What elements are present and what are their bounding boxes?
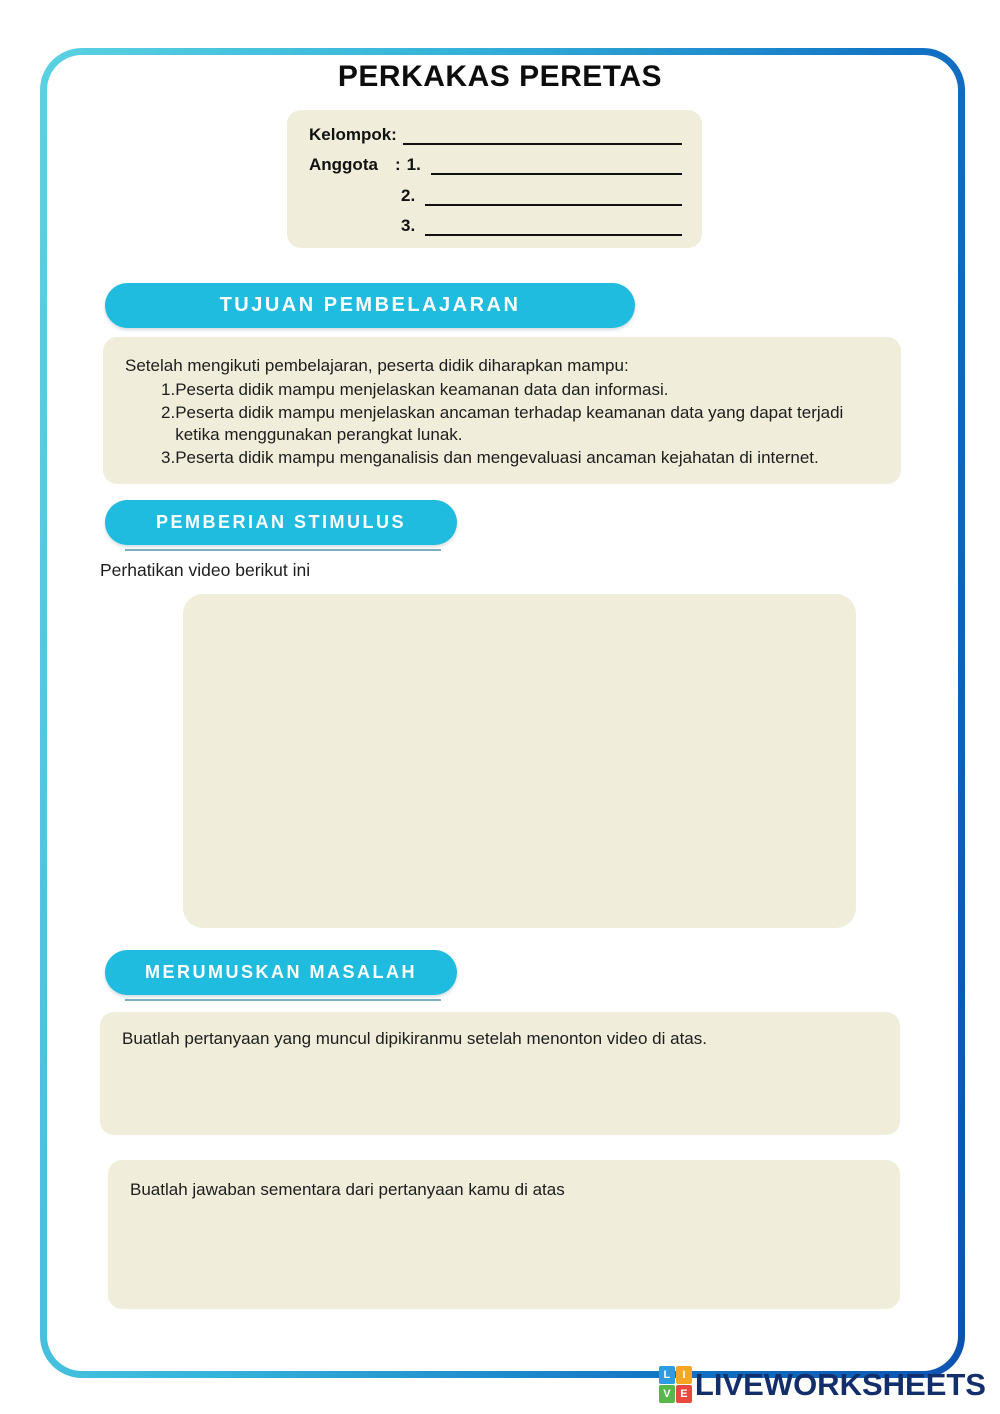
anggota-row-3: [309, 216, 682, 236]
hypothesis-answer-area[interactable]: [108, 1160, 900, 1309]
page-title: PERKAKAS PERETAS: [337, 60, 663, 93]
kelompok-row: [309, 125, 682, 145]
member-write-line-2[interactable]: [425, 187, 682, 206]
tujuan-intro: Setelah mengikuti pembelajaran, peserta didik diharapkan mampu:: [125, 356, 629, 375]
member-number: 2.: [401, 185, 416, 205]
logo-square-e: E: [676, 1385, 692, 1403]
tujuan-item: 2. Peserta didik mampu menjelaskan ancaman terhadap keamanan data yang dapat terjadi ketika menggunakan perangkat lunak.: [161, 402, 844, 445]
liveworksheets-logo[interactable]: [659, 1366, 986, 1403]
group-info-box: [287, 110, 702, 248]
liveworksheets-logo-icon: [659, 1366, 692, 1403]
tujuan-item: 3. Peserta didik mampu menganalisis dan mengevaluasi ancaman kejahatan di internet.: [161, 447, 819, 467]
header-tujuan-pembelajaran: TUJUAN PEMBELAJARAN: [105, 283, 635, 328]
anggota-colon: :: [395, 155, 401, 175]
tujuan-content-box: [103, 337, 901, 484]
masalah-header-underline: [125, 999, 441, 1001]
member-number: 1.: [406, 155, 421, 175]
member-write-line-1[interactable]: [431, 156, 682, 175]
liveworksheets-brand-text: LIVEWORKSHEETS: [694, 1366, 986, 1402]
logo-square-i: I: [676, 1366, 692, 1384]
kelompok-label: Kelompok:: [309, 125, 397, 144]
tujuan-item: 1. Peserta didik mampu menjelaskan keamanan data dan informasi.: [161, 380, 669, 400]
anggota-row-2: [309, 186, 682, 206]
member-number: 3.: [401, 215, 416, 235]
anggota-row-1: [309, 155, 682, 175]
header-merumuskan-masalah: MERUMUSKAN MASALAH: [105, 950, 457, 995]
header-pemberian-stimulus: PEMBERIAN STIMULUS: [105, 500, 457, 545]
tujuan-list: [161, 379, 879, 469]
member-write-line-3[interactable]: [425, 217, 682, 236]
video-placeholder[interactable]: [183, 594, 856, 928]
anggota-label: Anggota: [309, 155, 378, 175]
logo-square-v: V: [659, 1385, 675, 1403]
question-prompt: Buatlah pertanyaan yang muncul dipikiranmu setelah menonton video di atas.: [122, 1029, 707, 1048]
question-answer-area[interactable]: [100, 1012, 900, 1135]
answer-prompt: Buatlah jawaban sementara dari pertanyaan kamu di atas: [130, 1180, 565, 1199]
video-instruction: Perhatikan video berikut ini: [100, 560, 311, 580]
logo-square-l: L: [659, 1366, 675, 1384]
kelompok-write-line[interactable]: [403, 126, 682, 145]
stimulus-header-underline: [125, 549, 441, 551]
